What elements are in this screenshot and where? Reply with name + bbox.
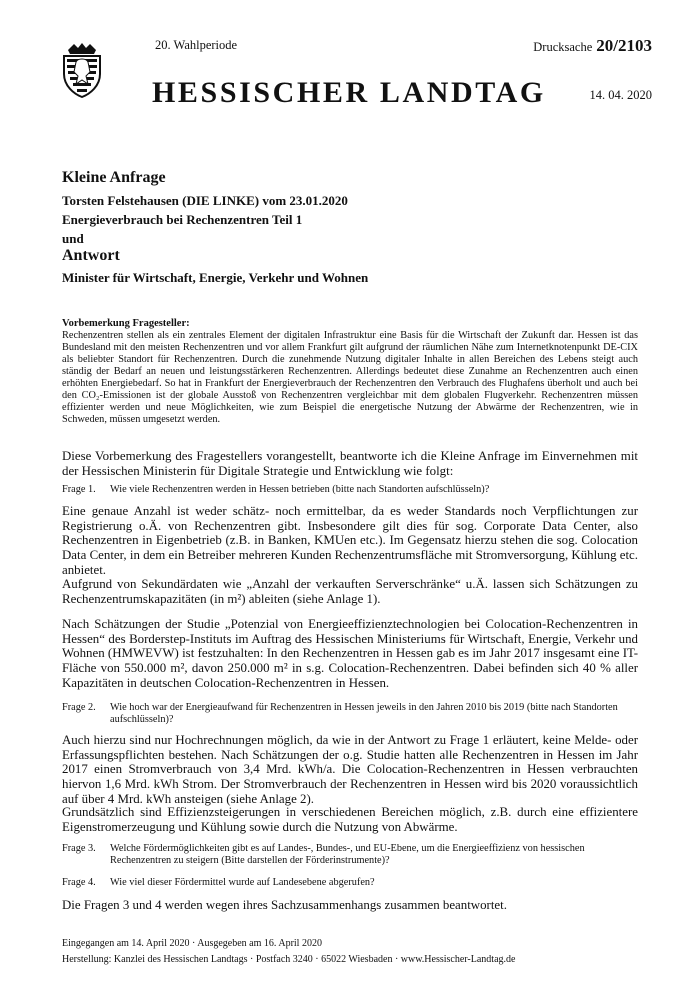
intro-paragraph: Diese Vorbemerkung des Fragestellers vorangestellt, beantworte ich die Kleine Anfrage im Einvernehmen mit der Hessischen Ministerin für Digitale Strategie und Entwicklung wie folgt:	[62, 449, 638, 478]
und-line: und	[62, 231, 84, 246]
frage-3	[62, 843, 638, 868]
frage-4	[62, 877, 638, 889]
vorbemerkung-heading: Vorbemerkung Fragesteller:	[62, 318, 190, 329]
frage-3-text: Welche Fördermöglichkeiten gibt es auf Landes-, Bundes-, und EU-Ebene, um die Energieeffizienz von hessischen Rechenzentren zu steigern (Bitte darstellen der Förderinstrumente)?	[110, 843, 585, 867]
frage-2	[62, 702, 638, 727]
landtag-title: HESSISCHER LANDTAG	[152, 76, 546, 109]
minister-line: Minister für Wirtschaft, Energie, Verkehr und Wohnen	[62, 270, 369, 285]
answer-3-4-paragraph: Die Fragen 3 und 4 werden wegen ihres Sachzusammenhangs zusammen beantwortet.	[62, 898, 507, 912]
footer-dates: Eingegangen am 14. April 2020 · Ausgegeben am 16. April 2020	[62, 938, 322, 949]
answer-2-paragraph-1: Auch hierzu sind nur Hochrechnungen möglich, da wie in der Antwort zu Frage 1 erläutert, keine Melde- oder Erfassungspflichten bestehen. Nach Schätzungen der o.g. Studie hatten alle Rechenzentren in Hessen im Jahr 2017 einen Stromverbrauch von 3,4 Mrd. kWh/a. Die Colocation-Rechenzentren in Hessen verbrauchten hiervon 1,6 Mrd. kWh Strom. Der Stromverbrauch der Rechenzentren in Hessen wird bis 2020 voraussichtlich auf über 4 Mrd. kWh ansteigen (siehe Anlage 2).	[62, 733, 638, 806]
answer-1-paragraph-2: Aufgrund von Sekundärdaten wie „Anzahl der verkauften Serverschränke“ u.Ä. lassen sich Schätzungen zu Rechenzentrumskapazitäten (in m²) ableiten (siehe Anlage 1).	[62, 577, 638, 606]
frage-4-text: Wie viel dieser Fördermittel wurde auf Landesebene abgerufen?	[110, 877, 375, 888]
wahlperiode: 20. Wahlperiode	[155, 38, 238, 52]
drucksache-number: 20/2103	[596, 36, 652, 55]
answer-1-paragraph-1: Eine genaue Anzahl ist weder schätz- noch ermittelbar, da es weder Standards noch Verpflichtungen zur Registrierung o.Ä. von Rechenzentren gibt. Insbesondere gilt dies für sog. Corporate Data Center, also Rechenzentren in Eigenbetrieb (z.B. in Banken, KMUen etc.). Im Gegensatz hierzu stehen die sog. Colocation Data Center, in dem ein Betreiber mehreren Kunden Rechenzentrumsfläche mit Stromversorgung, Kühlung etc. anbietet.	[62, 504, 638, 577]
frage-1-text: Wie viele Rechenzentren werden in Hessen betrieben (bitte nach Standorten aufschlüsseln)?	[110, 484, 490, 495]
frage-2-text: Wie hoch war der Energieaufwand für Rechenzentren in Hessen jeweils in den Jahren 2010 bis 2019 (bitte nach Standorten aufschlüsseln)?	[110, 702, 618, 726]
drucksache-label: Drucksache	[533, 40, 593, 54]
vorbemerkung-section	[62, 318, 638, 426]
frage-4-number: Frage 4.	[62, 877, 96, 888]
subject-line: Energieverbrauch bei Rechenzentren Teil 1	[62, 212, 303, 227]
document-date: 14. 04. 2020	[589, 88, 652, 102]
frage-3-number: Frage 3.	[62, 843, 96, 854]
frage-1-number: Frage 1.	[62, 484, 96, 495]
footer-imprint: Herstellung: Kanzlei des Hessischen Landtags · Postfach 3240 · 65022 Wiesbaden · www.Hessischer-Landtag.de	[62, 954, 516, 965]
drucksache	[533, 36, 652, 56]
kleine-anfrage-heading: Kleine Anfrage	[62, 169, 166, 186]
author-line: Torsten Felstehausen (DIE LINKE) vom 23.01.2020	[62, 193, 348, 208]
antwort-heading: Antwort	[62, 247, 120, 264]
frage-2-number: Frage 2.	[62, 702, 96, 713]
answer-1-paragraph-3: Nach Schätzungen der Studie „Potenzial von Energieeffizienztechnologien bei Colocation-Rechenzentren in Hessen“ des Borderstep-Instituts im Auftrag des Hessischen Ministeriums für Wirtschaft, Energie, Verkehr und Wohnen (HMWEVW) ist festzuhalten: In den Rechenzentren in Hessen gab es im Jahr 2017 insgesamt eine IT-Fläche von 550.000 m², davon 250.000 m² in s.g. Colocation-Rechenzentren. Dabei befinden sich 40 % aller Kapazitäten in deutschen Colocation-Rechenzentren in Hessen.	[62, 617, 638, 690]
hessen-coat-of-arms-icon	[60, 42, 104, 98]
frage-1	[62, 484, 638, 496]
vorbemerkung-text: Rechenzentren stellen als ein zentrales Element der digitalen Infrastruktur eine Basis für die Wirtschaft der Zukunft dar. Hessen ist das Bundesland mit den meisten Rechenzentren und vor allem Frankfurt gilt aufgrund der räumlichen Nähe zum Internetknotenpunkt DE-CIX als beliebter Standort für Rechenzentren. Durch die zunehmende Nutzung digitaler Inhalte in allen Bereichen des Lebens steigt auch ständig der Bedarf an neuen und leistungsstärkeren Rechenzentren. Allerdings bedeutet diese Zunahme an Rechenzentren auch einen erhöhten Energiebedarf. So hat in Frankfurt der Energieverbrauch der Rechenzentren den Verbrauch des Flughafens überholt und auch bei den CO₂-Emissionen ist der globale Ausstoß von Rechenzentren vergleichbar mit dem globalen Flugverkehr. Rechenzentren müssen effizienter werden und neue Möglichkeiten, wie zum Beispiel die energetische Nutzung der Abwärme der Rechenzentren, wie in Schweden, müssen umgesetzt werden.	[62, 330, 638, 425]
answer-2-paragraph-2: Grundsätzlich sind Effizienzsteigerungen in verschiedenen Bereichen möglich, z.B. durch eine effizientere Eigenstromerzeugung und Kühlung sowie durch die Nutzung von Abwärme.	[62, 805, 638, 834]
